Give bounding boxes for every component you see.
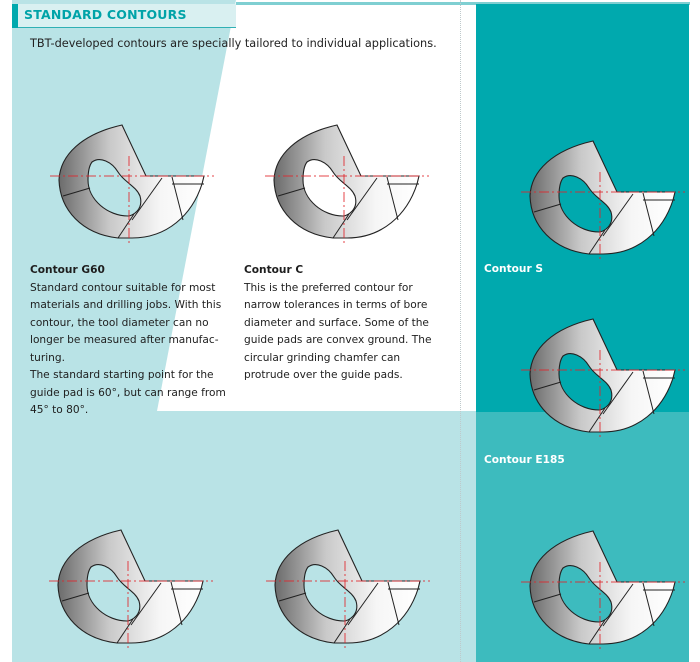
contour-g60-description	[30, 262, 240, 420]
description-line: guide pads are convex ground. The	[244, 334, 432, 346]
contour-body	[275, 530, 420, 643]
description-line: contour, the tool diameter can no	[30, 316, 209, 329]
contour-s-drawing-2	[523, 314, 683, 444]
description-line: circular grinding chamfer can	[244, 351, 401, 364]
contour-g60-title: Contour G60	[30, 264, 105, 276]
contour-body	[59, 125, 204, 238]
description-line: longer be measured after manufac-	[30, 334, 219, 346]
contour-e185-drawing	[523, 526, 683, 656]
description-line: turing.	[30, 351, 65, 364]
contour-c-description	[244, 262, 459, 385]
description-line: This is the preferred contour for	[244, 281, 413, 294]
description-line: materials and drilling jobs. With this	[30, 299, 222, 311]
contour-s-title: Contour S	[484, 263, 544, 275]
description-line: guide pad is 60°, but can range from	[30, 386, 226, 399]
section-title: STANDARD CONTOURS	[24, 7, 187, 22]
section-header-accent	[12, 4, 18, 28]
description-line: narrow tolerances in terms of bore	[244, 299, 428, 311]
contour-body	[274, 125, 419, 238]
contour-bottom-left-drawing	[51, 525, 211, 655]
contour-s-drawing	[523, 136, 683, 266]
description-line: protrude over the guide pads.	[244, 369, 403, 381]
contour-bottom-mid-drawing	[268, 525, 428, 655]
intro-text: TBT-developed contours are specially tailored to individual applications.	[30, 37, 437, 50]
contour-c-title: Contour C	[244, 264, 304, 276]
description-line: Standard contour suitable for most	[30, 281, 216, 294]
description-line: The standard starting point for the	[30, 369, 214, 381]
dotted-divider	[460, 0, 461, 662]
description-line: 45° to 80°.	[30, 404, 89, 416]
contour-c-drawing	[267, 120, 427, 250]
contour-body	[530, 319, 675, 432]
contour-e185-title: Contour E185	[484, 454, 565, 466]
contour-body	[530, 141, 675, 254]
contour-body	[530, 531, 675, 644]
contour-g60-drawing	[52, 120, 212, 250]
contour-body	[58, 530, 203, 643]
description-line: diameter and surface. Some of the	[244, 316, 429, 329]
